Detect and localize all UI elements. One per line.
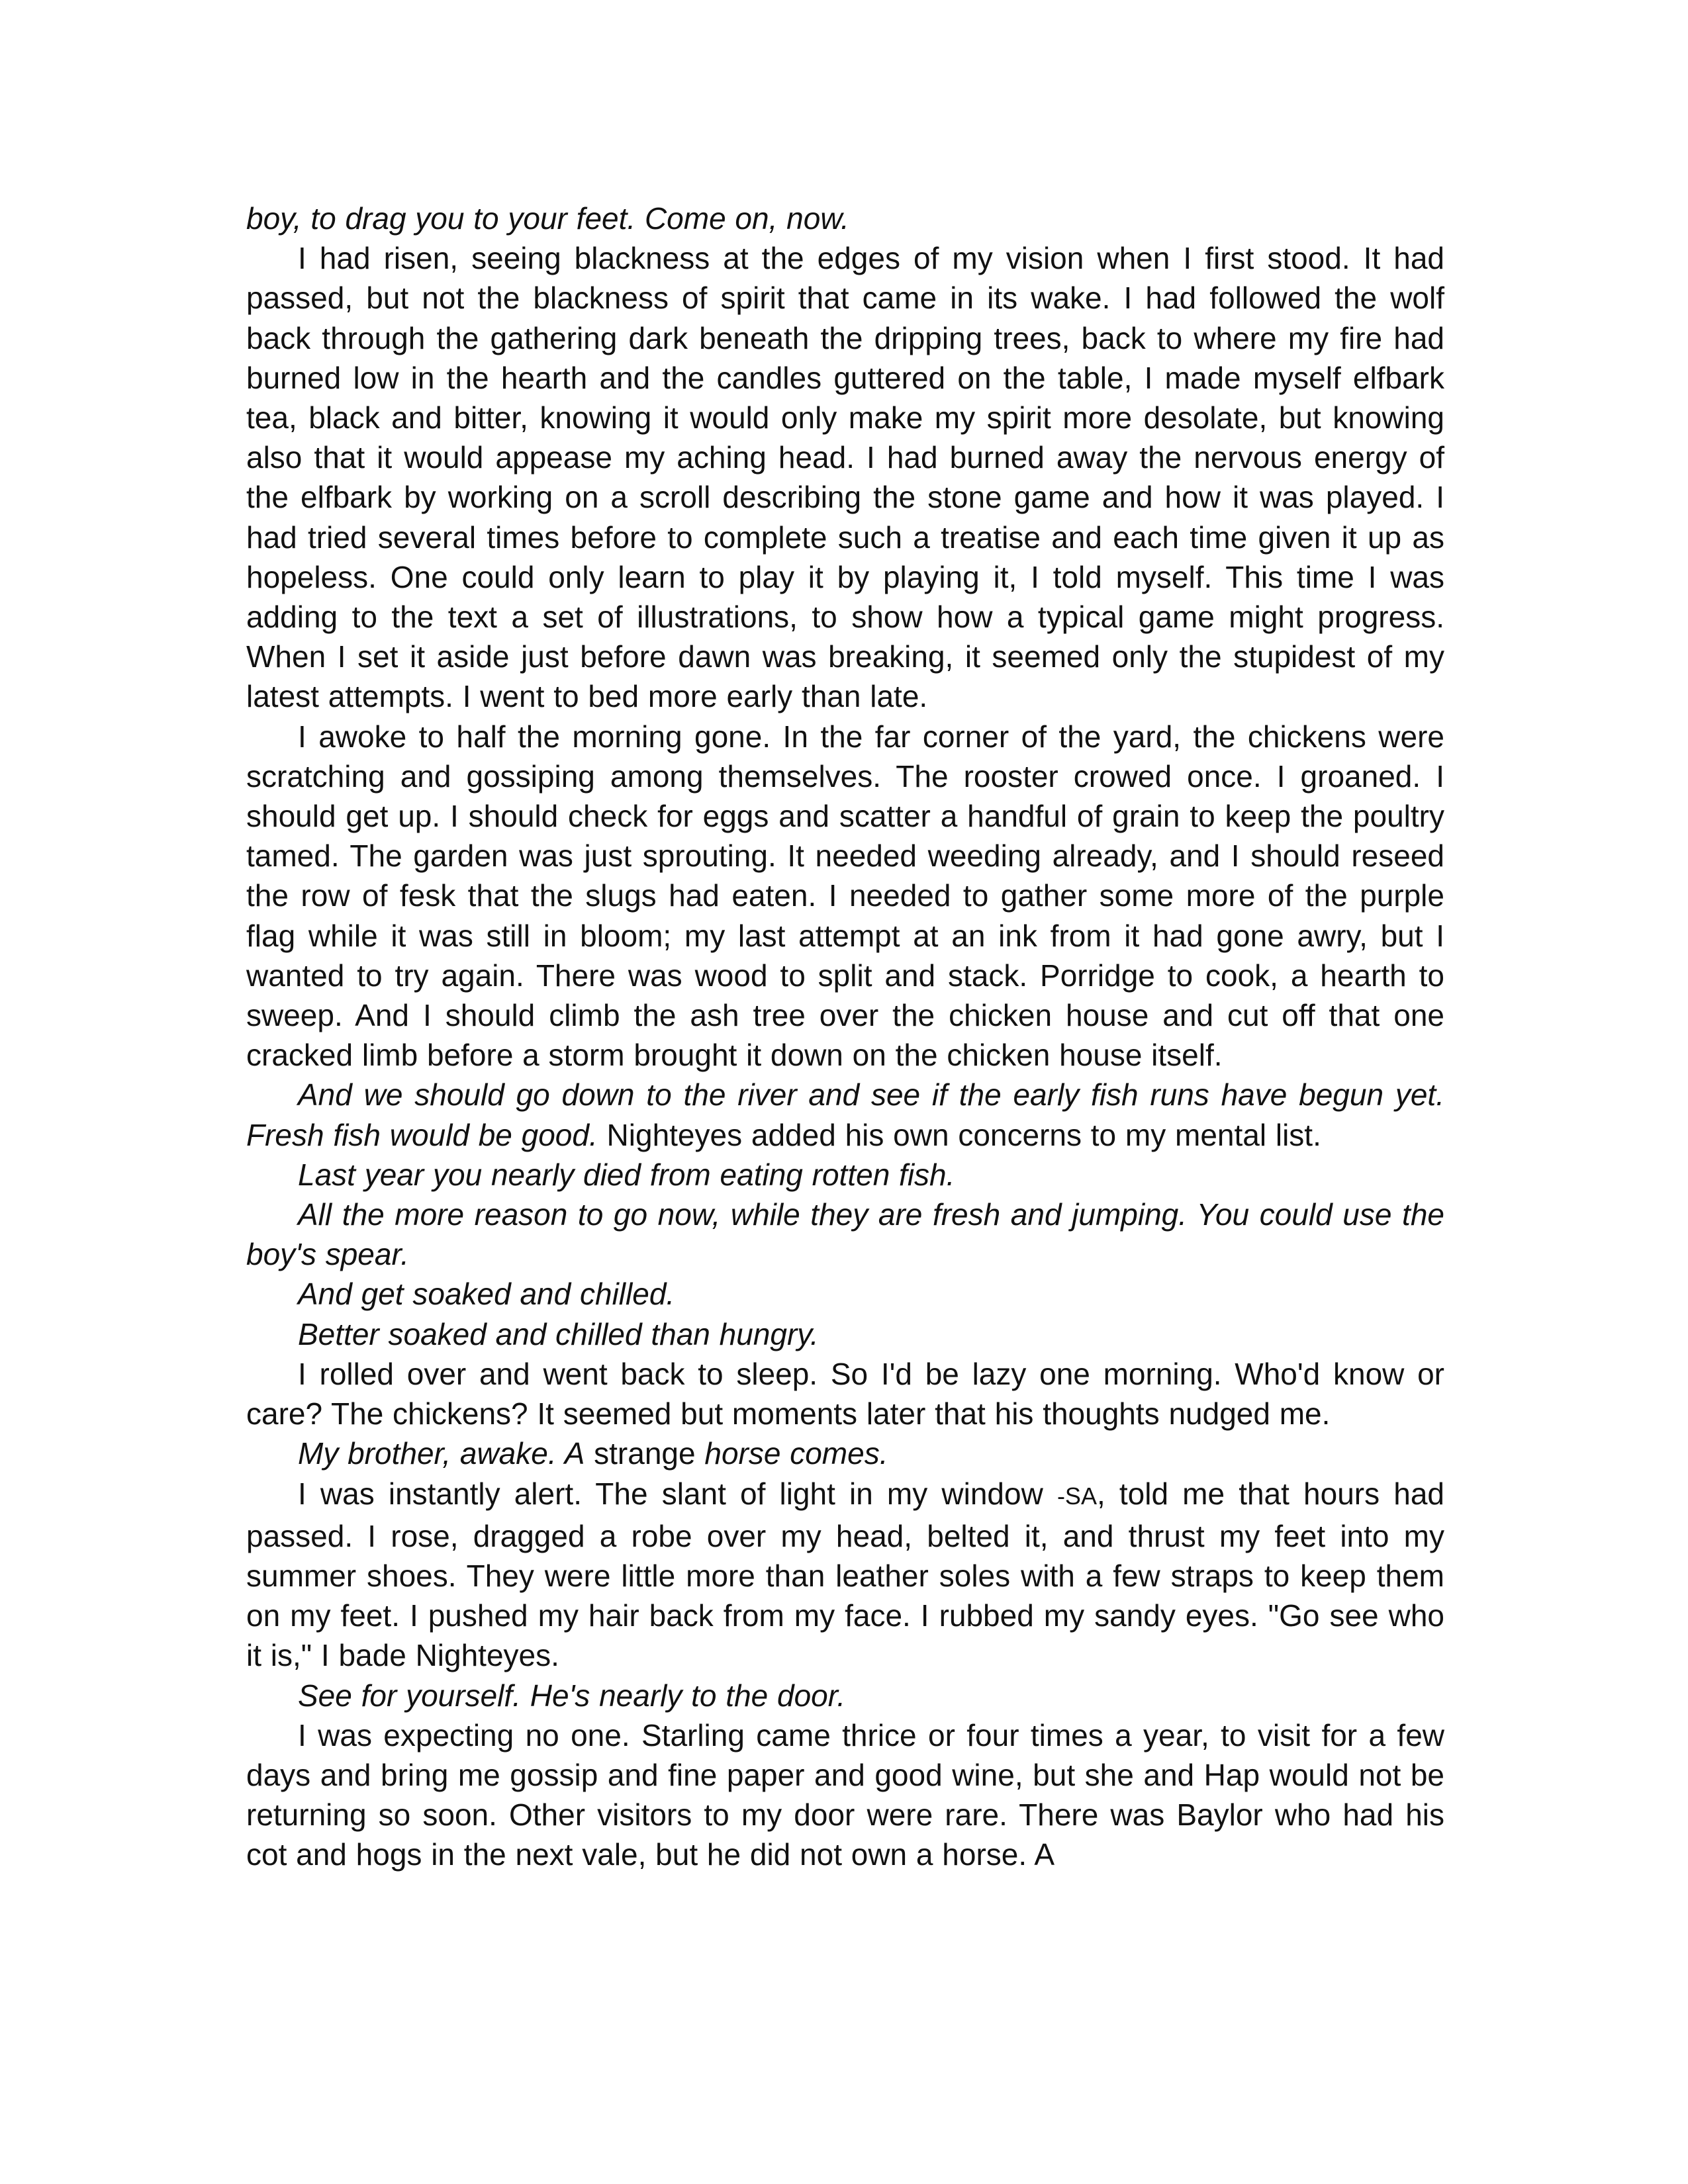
paragraph [246, 717, 1444, 1075]
paragraph [246, 1274, 1444, 1314]
small-text-fragment: -SA [1056, 1482, 1097, 1510]
paragraph-text: I was instantly alert. The slant of light in my window [298, 1476, 1057, 1511]
paragraph-text: I rolled over and went back to sleep. So I'd be lazy one morning. Who'd know or care? The chickens? It seemed but moments later that his thoughts nudged me. [246, 1356, 1444, 1432]
paragraph-text: I was expecting no one. Starling came thrice or four times a year, to visit for a few days and bring me gossip and fine paper and good wine, but she and Hap would not be returning so soon. Other visitors to my door were rare. There was Baylor who had his cot and hogs in the next vale, but he did not own a horse. A [246, 1717, 1444, 1872]
paragraph-text: I had risen, seeing blackness at the edges of my vision when I first stood. It had passed, but not the blackness of spirit that came in its wake. I had followed the wolf back through the gathering dark beneath the dripping trees, back to where my fire had burned low in the hearth and the candles guttered on the table, I made myself elfbark tea, black and bitter, knowing it would only make my spirit more desolate, but knowing also that it would appease my aching head. I had burned away the nervous energy of the elfbark by working on a scroll describing the stone game and how it was played. I had tried several times before to complete such a treatise and each time given it up as hopeless. One could only learn to play it by playing it, I told myself. This time I was adding to the text a set of illustrations, to show how a typical game might progress. When I set it aside just before dawn was breaking, it seemed only the stupidest of my latest attempts. I went to bed more early than late. [246, 241, 1444, 714]
italic-thought: And get soaked and chilled. [298, 1277, 675, 1312]
italic-thought: boy, to drag you to your feet. Come on, now. [246, 201, 849, 236]
paragraph [246, 238, 1444, 716]
paragraph [246, 1354, 1444, 1433]
paragraph [246, 1155, 1444, 1195]
italic-thought: My brother, awake. A [298, 1436, 585, 1471]
paragraph [246, 1474, 1444, 1676]
paragraph-text: , told me that hours had passed. I rose, dragged a robe over my head, belted it, and thrust my feet into my summer shoes. They were little more than leather soles with a few straps to keep them on my feet. I pushed my hair back from my face. I rubbed my sandy eyes. "Go see who it is," I bade Nighteyes. [246, 1476, 1445, 1673]
italic-thought: horse comes. [704, 1436, 888, 1471]
paragraph-text: I awoke to half the morning gone. In the far corner of the yard, the chickens were scratching and gossiping among themselves. The rooster crowed once. I groaned. I should get up. I should check for eggs and scatter a handful of grain to keep the poultry tamed. The garden was just sprouting. It needed weeding already, and I should reseed the row of fesk that the slugs had eaten. I needed to gather some more of the purple flag while it was still in bloom; my last attempt at an ink from it had gone awry, but I wanted to try again. There was wood to split and stack. Porridge to cook, a hearth to sweep. And I should climb the ash tree over the chicken house and cut off that one cracked limb before a storm brought it down on the chicken house itself. [246, 719, 1444, 1073]
italic-thought: And we should go down to the river and see if the early fish runs have begun yet. Fresh fish would be good. [246, 1077, 1444, 1152]
paragraph [246, 199, 1444, 238]
paragraph [246, 1715, 1444, 1875]
italic-thought: Better soaked and chilled than hungry. [298, 1316, 819, 1351]
paragraph-text: Nighteyes added his own concerns to my mental list. [597, 1117, 1321, 1152]
italic-thought: Last year you nearly died from eating rotten fish. [298, 1157, 955, 1192]
paragraph-text: strange [585, 1436, 705, 1471]
paragraph [246, 1433, 1444, 1473]
paragraph [246, 1195, 1444, 1274]
page-body [246, 199, 1444, 1875]
italic-thought: All the more reason to go now, while they are fresh and jumping. You could use the boy's spear. [246, 1197, 1444, 1272]
italic-thought: See for yourself. He's nearly to the door. [298, 1678, 846, 1713]
paragraph [246, 1676, 1444, 1715]
paragraph [246, 1075, 1444, 1154]
paragraph [246, 1314, 1444, 1354]
